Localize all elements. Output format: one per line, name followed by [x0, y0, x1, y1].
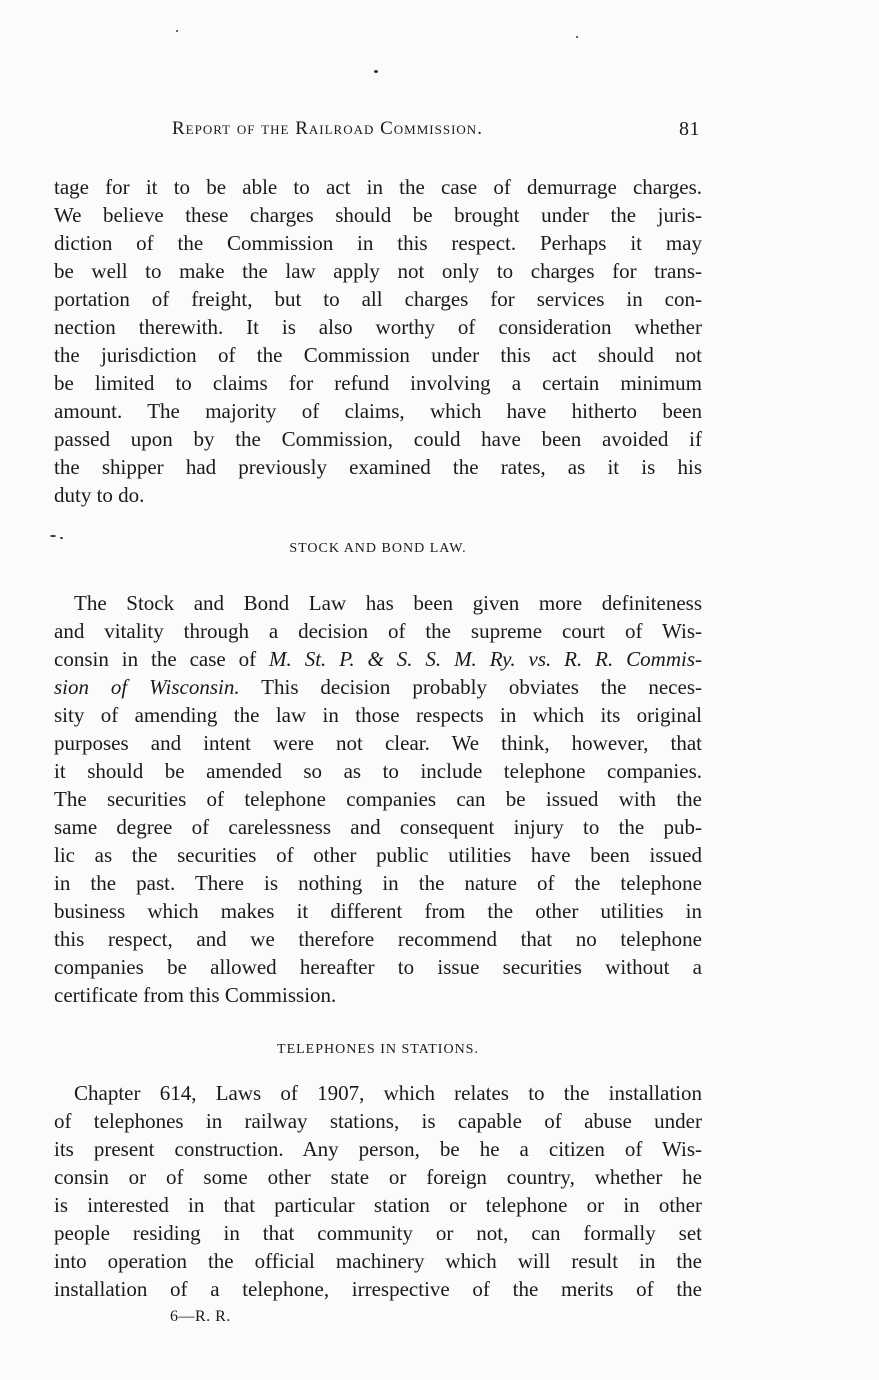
heading-text: STOCK AND BOND LAW.: [289, 541, 467, 556]
text-line: into operation the official machinery which will result in the: [54, 1249, 702, 1273]
text-line: purposes and intent were not clear. We think, however, that: [54, 731, 702, 755]
print-speck: [374, 70, 378, 73]
print-speck: [176, 30, 178, 32]
case-citation: M. St. P. & S. S. M. Ry. vs. R. R. Commis-: [269, 647, 702, 671]
text-line: same degree of carelessness and consequent injury to the pub-: [54, 815, 702, 839]
text-line: be limited to claims for refund involving a certain minimum: [54, 371, 702, 395]
text-line: [54, 673, 702, 701]
text-line: people residing in that community or not, can formally set: [54, 1221, 702, 1245]
running-title: Report of the Railroad Commission.: [172, 118, 483, 139]
text-line: We believe these charges should be brought under the juris-: [54, 203, 702, 227]
text-line: and vitality through a decision of the supreme court of Wis-: [54, 619, 702, 643]
text-segment: consin in the case of: [54, 647, 270, 671]
text-line: companies be allowed hereafter to issue securities without a: [54, 955, 702, 979]
text-line: lic as the securities of other public utilities have been issued: [54, 843, 702, 867]
text-line: diction of the Commission in this respect. Perhaps it may: [54, 231, 702, 255]
text-line: be well to make the law apply not only to charges for trans-: [54, 259, 702, 283]
text-line: duty to do.: [54, 483, 145, 507]
text-line: nection therewith. It is also worthy of consideration whether: [54, 315, 702, 339]
text-line: its present construction. Any person, be he a citizen of Wis-: [54, 1137, 702, 1161]
text-line: in the past. There is nothing in the nature of the telephone: [54, 871, 702, 895]
signature-mark: 6—R. R.: [170, 1308, 231, 1325]
running-header: [172, 118, 700, 148]
text-line: portation of freight, but to all charges for services in con-: [54, 287, 702, 311]
text-line: The Stock and Bond Law has been given more definiteness: [74, 591, 702, 615]
text-line: installation of a telephone, irrespective of the merits of the: [54, 1277, 702, 1301]
print-speck: [576, 36, 578, 38]
case-citation: sion of Wisconsin.: [54, 675, 240, 699]
page-number: 81: [679, 118, 700, 140]
text-line: the jurisdiction of the Commission under this act should not: [54, 343, 702, 367]
heading-text: TELEPHONES IN STATIONS.: [277, 1042, 479, 1057]
text-line: the shipper had previously examined the rates, as it is his: [54, 455, 702, 479]
text-line: The securities of telephone companies can be issued with the: [54, 787, 702, 811]
text-line: [54, 645, 702, 673]
paragraph-demurrage: [54, 173, 702, 509]
text-line: Chapter 614, Laws of 1907, which relates to the installation: [74, 1081, 702, 1105]
text-line: consin or of some other state or foreign country, whether he: [54, 1165, 702, 1189]
text-line: business which makes it different from the other utilities in: [54, 899, 702, 923]
text-line: sity of amending the law in those respects in which its original: [54, 703, 702, 727]
print-speck: [50, 535, 56, 537]
text-line: is interested in that particular station or telephone or in other: [54, 1193, 702, 1217]
text-line: passed upon by the Commission, could have been avoided if: [54, 427, 702, 451]
text-line: this respect, and we therefore recommend that no telephone: [54, 927, 702, 951]
text-segment: This decision probably obviates the neces-: [239, 675, 702, 699]
text-line: it should be amended so as to include telephone companies.: [54, 759, 702, 783]
text-line: certificate from this Commission.: [54, 983, 337, 1007]
print-speck: [60, 537, 63, 539]
paragraph-stock-and-bond: [54, 589, 702, 1009]
text-line: tage for it to be able to act in the case of demurrage charges.: [54, 175, 702, 199]
text-line: amount. The majority of claims, which have hitherto been: [54, 399, 702, 423]
section-heading-telephones-in-stations: [54, 1042, 702, 1058]
section-heading-stock-and-bond-law: [54, 541, 702, 557]
text-line: of telephones in railway stations, is capable of abuse under: [54, 1109, 702, 1133]
paragraph-telephones: [54, 1079, 702, 1303]
